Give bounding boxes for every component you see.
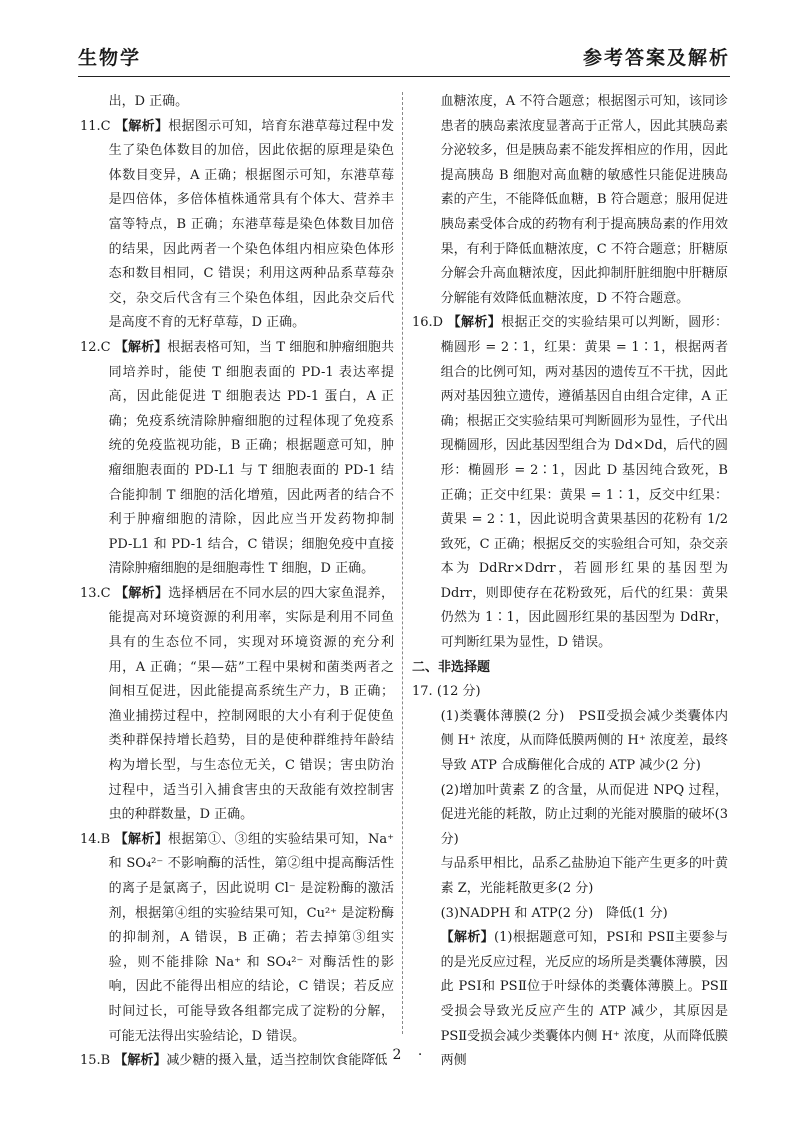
analysis-tag: 【解析】	[115, 118, 169, 134]
subject-title: 生物学	[78, 47, 142, 69]
column-divider	[402, 92, 403, 1034]
answer-item	[412, 311, 728, 655]
analysis-tag: 【解析】	[115, 585, 169, 601]
answer-text: (1)根据题意可知，PSⅠ和 PSⅡ主要参与的是光反应过程，光反应的场所是类囊体薄膜，因此 PSⅠ和 PSⅡ位于叶绿体的类囊体薄膜上。PSⅡ受损会导致光反应产生的 ATP 减少，其原因是 PSⅡ受损会减少类囊体内侧 H⁺ 浓度，从而降低膜两侧	[440, 930, 728, 1069]
analysis-tag: 【解析】	[114, 831, 169, 847]
answer-text: 根据图示可知，培育东港草莓过程中发生了染色体数目的加倍，因此依据的原理是染色体数目变异，A 正确；根据图示可知，东港草莓是四倍体，多倍体植株通常具有个体大、营养丰富等特点，B 正确；东港草莓是染色体数目加倍的结果，因此两者一个染色体组内相应染色体形态和数目相同，C 错误；利用这两种品系草莓杂交，杂交后代含有三个染色体组，因此杂交后代是高度不育的无籽草莓，D 正确。	[108, 118, 394, 331]
right-column	[412, 90, 728, 1069]
question-number: 11.C	[80, 118, 116, 134]
answer-item	[80, 828, 394, 1049]
answer-item	[80, 336, 394, 582]
answer-text: 减少糖的摄入量，适当控制饮食能降低	[166, 1053, 388, 1069]
answer-item	[80, 115, 394, 336]
answer-text: 根据第①、③组的实验结果可知，Na⁺ 和 SO₄²⁻ 不影响酶的活性，第②组中提高酶活性的离子是氯离子，因此说明 Cl⁻ 是淀粉酶的激活剂，根据第④组的实验结果可知，Cu²⁺ 是淀粉酶的抑制剂，A 错误，B 正确；若去掉第③组实验，则不能排除 Na⁺ 和 SO₄²⁻ 对酶活性的影响，因此不能得出相应的结论，C 错误；若反应时间过长，可能导致各组都完成了淀粉的分解，可能无法得出实验结论，D 错误。	[108, 831, 394, 1044]
answer-text: 根据正交的实验结果可以判断，圆形：椭圆形 = 2∶1，红果：黄果 = 1∶1，根据两者组合的比例可知，两对基因的遗传互不干扰，因此两对基因独立遗传，遵循基因自由组合定律，A 正确；根据正交实验结果可判断圆形为显性，子代出现椭圆形，因此基因型组合为 Dd×Dd，后代的圆形：椭圆形 = 2∶1，因此 D 基因纯合致死，B 正确；正交中红果：黄果 = 1∶1，反交中红果：黄果 = 2∶1，因此说明含黄果基因的花粉有 1/2 致死，C 正确；根据反交的实验组合可知，杂交亲本为 DdRr×Ddrr，若圆形红果的基因型为 Ddrr，则即使存在花粉致死，后代的红果：黄果仍然为 1∶1，因此圆形红果的基因型为 DdRr，可判断红果为显性，D 错误。	[440, 315, 728, 651]
answer-text: 选择栖居在不同水层的四大家鱼混养，能提高对环境资源的利用率，实际是利用不同鱼具有的生态位不同，实现对环境资源的充分利用，A 正确；“果—菇”工程中果树和菌类两者之间相互促进，因此能提高系统生产力，B 正确；渔业捕捞过程中，控制网眼的大小有利于促使鱼类种群保持增长趋势，目的是使种群维持年龄结构为增长型，与生态位无关，C 错误；害虫防治过程中，适当引入捕食害虫的天敌能有效控制害虫的种群数量，D 正确。	[108, 585, 394, 823]
analysis-tag: 【解析】	[440, 930, 495, 946]
answer-item	[80, 582, 394, 828]
answer-item	[412, 680, 728, 705]
section-heading: 二、非选择题	[412, 659, 491, 675]
page-header	[78, 44, 730, 77]
continued-text: 血糖浓度，A 不符合题意；根据图示可知，该同诊患者的胰岛素浓度显著高于正常人，因此其胰岛素分泌较多，但是胰岛素不能发挥相应的作用，因此提高胰岛 B 细胞对高血糖的敏感性只能促进胰岛素的产生，不能降低血糖，B 符合题意；服用促进胰岛素受体合成的药物有利于提高胰岛素的作用效果，有利于降低血糖浓度，C 不符合题意；肝糖原分解会升高血糖浓度，因此抑制肝脏细胞中肝糖原分解能有效降低血糖浓度，D 不符合题意。	[440, 94, 728, 306]
analysis-tag: 【解析】	[114, 339, 168, 355]
question-number: 16.D	[412, 315, 448, 331]
continued-text: 出，D 正确。	[108, 94, 189, 109]
answer-subpart: 与品系甲相比，品系乙盐胁迫下能产生更多的叶黄素 Z，光能耗散更多(2 分)	[440, 856, 728, 896]
answer-subpart: (3)NADPH 和 ATP(2 分) 降低(1 分)	[440, 905, 668, 921]
answer-text: 根据表格可知，当 T 细胞和肿瘤细胞共同培养时，能使 T 细胞表面的 PD-1 表达率提高，因此能促进 T 细胞表达 PD-1 蛋白，A 正确；免疫系统清除肿瘤细胞的过程体现了免疫系统的免疫监视功能，B 正确；根据题意可知，肿瘤细胞表面的 PD-L1 与 T 细胞表面的 PD-1 结合能抑制 T 细胞的活化增殖，因此两者的结合不利于肿瘤细胞的清除，因此应当开发药物抑制 PD-L1 和 PD-1 结合，C 错误；细胞免疫中直接清除肿瘤细胞的是细胞毒性 T 细胞，D 正确。	[108, 339, 394, 577]
question-number: 15.B	[80, 1053, 115, 1069]
section-title: 参考答案及解析	[582, 47, 730, 69]
question-number: 17.	[412, 684, 437, 700]
analysis-tag: 【解析】	[447, 315, 502, 331]
question-number: 13.C	[80, 585, 116, 601]
question-number: 12.C	[80, 339, 115, 355]
answer-subpart: (1)类囊体薄膜(2 分) PSⅡ受损会减少类囊体内侧 H⁺ 浓度，从而降低膜两侧的 H⁺ 浓度差，最终导致 ATP 合成酶催化合成的 ATP 减少(2 分)	[440, 708, 728, 774]
page-number: · 2 ·	[371, 1047, 429, 1063]
answer-subpart: (2)增加叶黄素 Z 的含量，从而促进 NPQ 过程，促进光能的耗散，防止过剩的光能对膜脂的破坏(3 分)	[440, 782, 728, 847]
question-number: 14.B	[80, 831, 115, 847]
analysis-tag: 【解析】	[114, 1053, 167, 1069]
left-column	[80, 90, 394, 1069]
answer-text: (12 分)	[436, 684, 481, 700]
